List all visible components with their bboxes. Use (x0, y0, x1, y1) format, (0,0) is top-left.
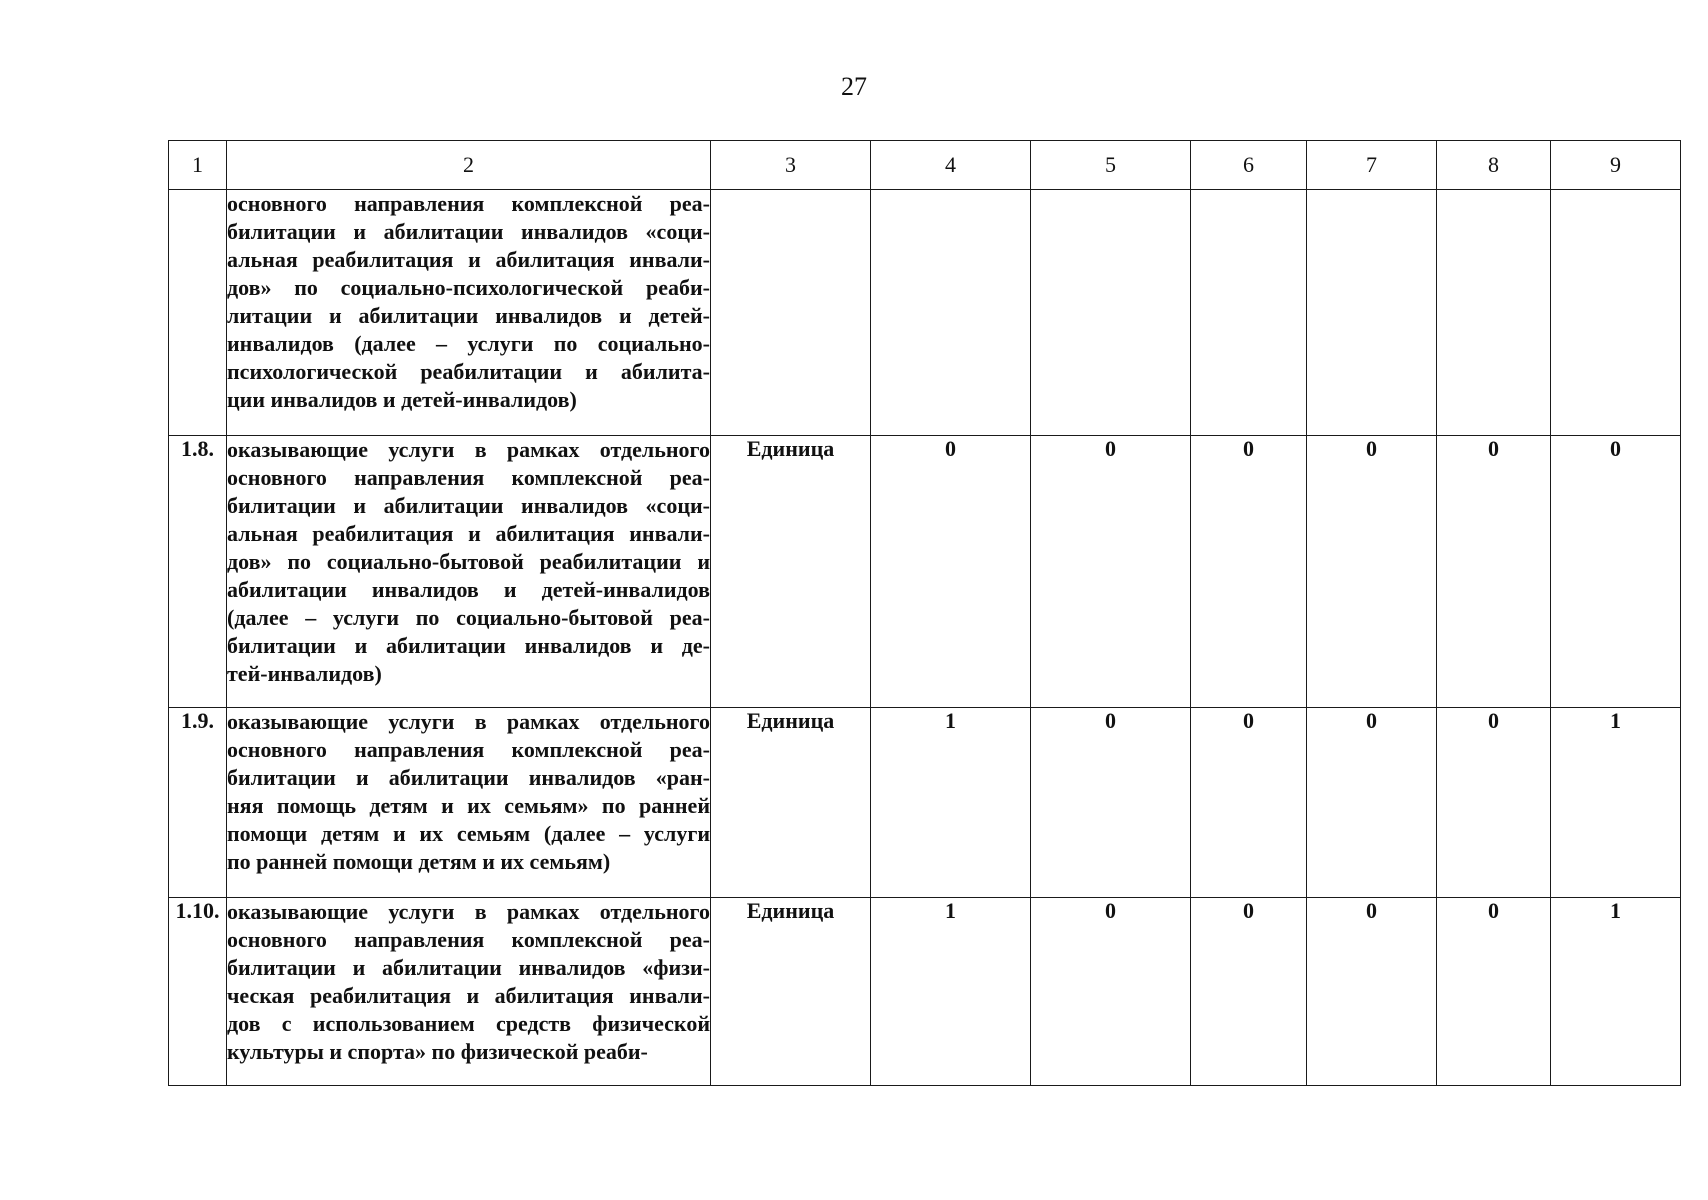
row-number: 1.9. (169, 708, 227, 898)
value-cell-col-4: 0 (871, 436, 1031, 708)
value-cell-col-8: 0 (1437, 708, 1551, 898)
value-cell-col-5: 0 (1031, 898, 1191, 1086)
header-cell-5: 5 (1031, 141, 1191, 190)
description-line: няя помощь детям и их семьям» по ранней (227, 793, 710, 818)
value-cell-col-9: 1 (1551, 898, 1681, 1086)
description-line: билитации и абилитации инвалидов и де- (227, 633, 710, 658)
description-line: альная реабилитация и абилитация инвали- (227, 247, 710, 272)
description-line: ческая реабилитация и абилитация инвали- (227, 983, 710, 1008)
header-cell-6: 6 (1191, 141, 1307, 190)
header-row (169, 141, 1681, 190)
description-line: (далее – услуги по социально-бытовой реа- (227, 605, 710, 630)
description-line: основного направления комплексной реа- (227, 191, 710, 216)
header-cell-1: 1 (169, 141, 227, 190)
data-table (168, 140, 1681, 1086)
header-cell-7: 7 (1307, 141, 1437, 190)
description-line: оказывающие услуги в рамках отдельного (227, 709, 710, 734)
description-line: по ранней помощи детям и их семьям) (227, 849, 611, 874)
header-cell-3: 3 (711, 141, 871, 190)
value-cell-col-6: 0 (1191, 708, 1307, 898)
header-cell-4: 4 (871, 141, 1031, 190)
value-cell-col-4: 1 (871, 898, 1031, 1086)
description-line: билитации и абилитации инвалидов «соци- (227, 219, 710, 244)
value-cell-col-5: 0 (1031, 436, 1191, 708)
unit-cell: Единица (711, 436, 871, 708)
value-cell-col-6: 0 (1191, 898, 1307, 1086)
description-line: дов с использованием средств физической (227, 1011, 710, 1036)
description-line: оказывающие услуги в рамках отдельного (227, 899, 710, 924)
description-line: абилитации инвалидов и детей-инвалидов (227, 577, 710, 602)
table-row (169, 898, 1681, 1086)
description-line: основного направления комплексной реа- (227, 737, 710, 762)
row-description (227, 190, 711, 436)
row-description (227, 436, 711, 708)
description-line: основного направления комплексной реа- (227, 927, 710, 952)
table-row (169, 708, 1681, 898)
description-line: дов» по социально-бытовой реабилитации и (227, 549, 710, 574)
description-line: альная реабилитация и абилитация инвали- (227, 521, 710, 546)
value-cell-col-5 (1031, 190, 1191, 436)
header-cell-9: 9 (1551, 141, 1681, 190)
value-cell-col-8: 0 (1437, 898, 1551, 1086)
value-cell-col-9: 0 (1551, 436, 1681, 708)
value-cell-col-7: 0 (1307, 436, 1437, 708)
value-cell-col-4: 1 (871, 708, 1031, 898)
value-cell-col-5: 0 (1031, 708, 1191, 898)
row-description (227, 708, 711, 898)
row-number (169, 190, 227, 436)
row-number: 1.8. (169, 436, 227, 708)
unit-cell: Единица (711, 898, 871, 1086)
value-cell-col-9: 1 (1551, 708, 1681, 898)
value-cell-col-7: 0 (1307, 708, 1437, 898)
unit-cell: Единица (711, 708, 871, 898)
description-line: билитации и абилитации инвалидов «соци- (227, 493, 710, 518)
row-number: 1.10. (169, 898, 227, 1086)
description-line: культуры и спорта» по физической реаби- (227, 1039, 648, 1064)
description-line: билитации и абилитации инвалидов «физи- (227, 955, 710, 980)
header-cell-8: 8 (1437, 141, 1551, 190)
table-row (169, 436, 1681, 708)
description-line: инвалидов (далее – услуги по социально- (227, 331, 710, 356)
description-line: помощи детям и их семьям (далее – услуги (227, 821, 710, 846)
value-cell-col-8 (1437, 190, 1551, 436)
description-line: литации и абилитации инвалидов и детей- (227, 303, 710, 328)
value-cell-col-4 (871, 190, 1031, 436)
unit-cell (711, 190, 871, 436)
description-line: основного направления комплексной реа- (227, 465, 710, 490)
value-cell-col-7 (1307, 190, 1437, 436)
value-cell-col-6: 0 (1191, 436, 1307, 708)
description-line: психологической реабилитации и абилита- (227, 359, 710, 384)
description-line: дов» по социально-психологической реаби- (227, 275, 710, 300)
value-cell-col-9 (1551, 190, 1681, 436)
value-cell-col-7: 0 (1307, 898, 1437, 1086)
value-cell-col-6 (1191, 190, 1307, 436)
table-body (169, 190, 1681, 1086)
table-row (169, 190, 1681, 436)
description-line: билитации и абилитации инвалидов «ран- (227, 765, 710, 790)
value-cell-col-8: 0 (1437, 436, 1551, 708)
description-line: ции инвалидов и детей-инвалидов) (227, 387, 577, 412)
description-line: оказывающие услуги в рамках отдельного (227, 437, 710, 462)
row-description (227, 898, 711, 1086)
description-line: тей-инвалидов) (227, 661, 382, 686)
page-number: 27 (841, 72, 867, 101)
header-cell-2: 2 (227, 141, 711, 190)
